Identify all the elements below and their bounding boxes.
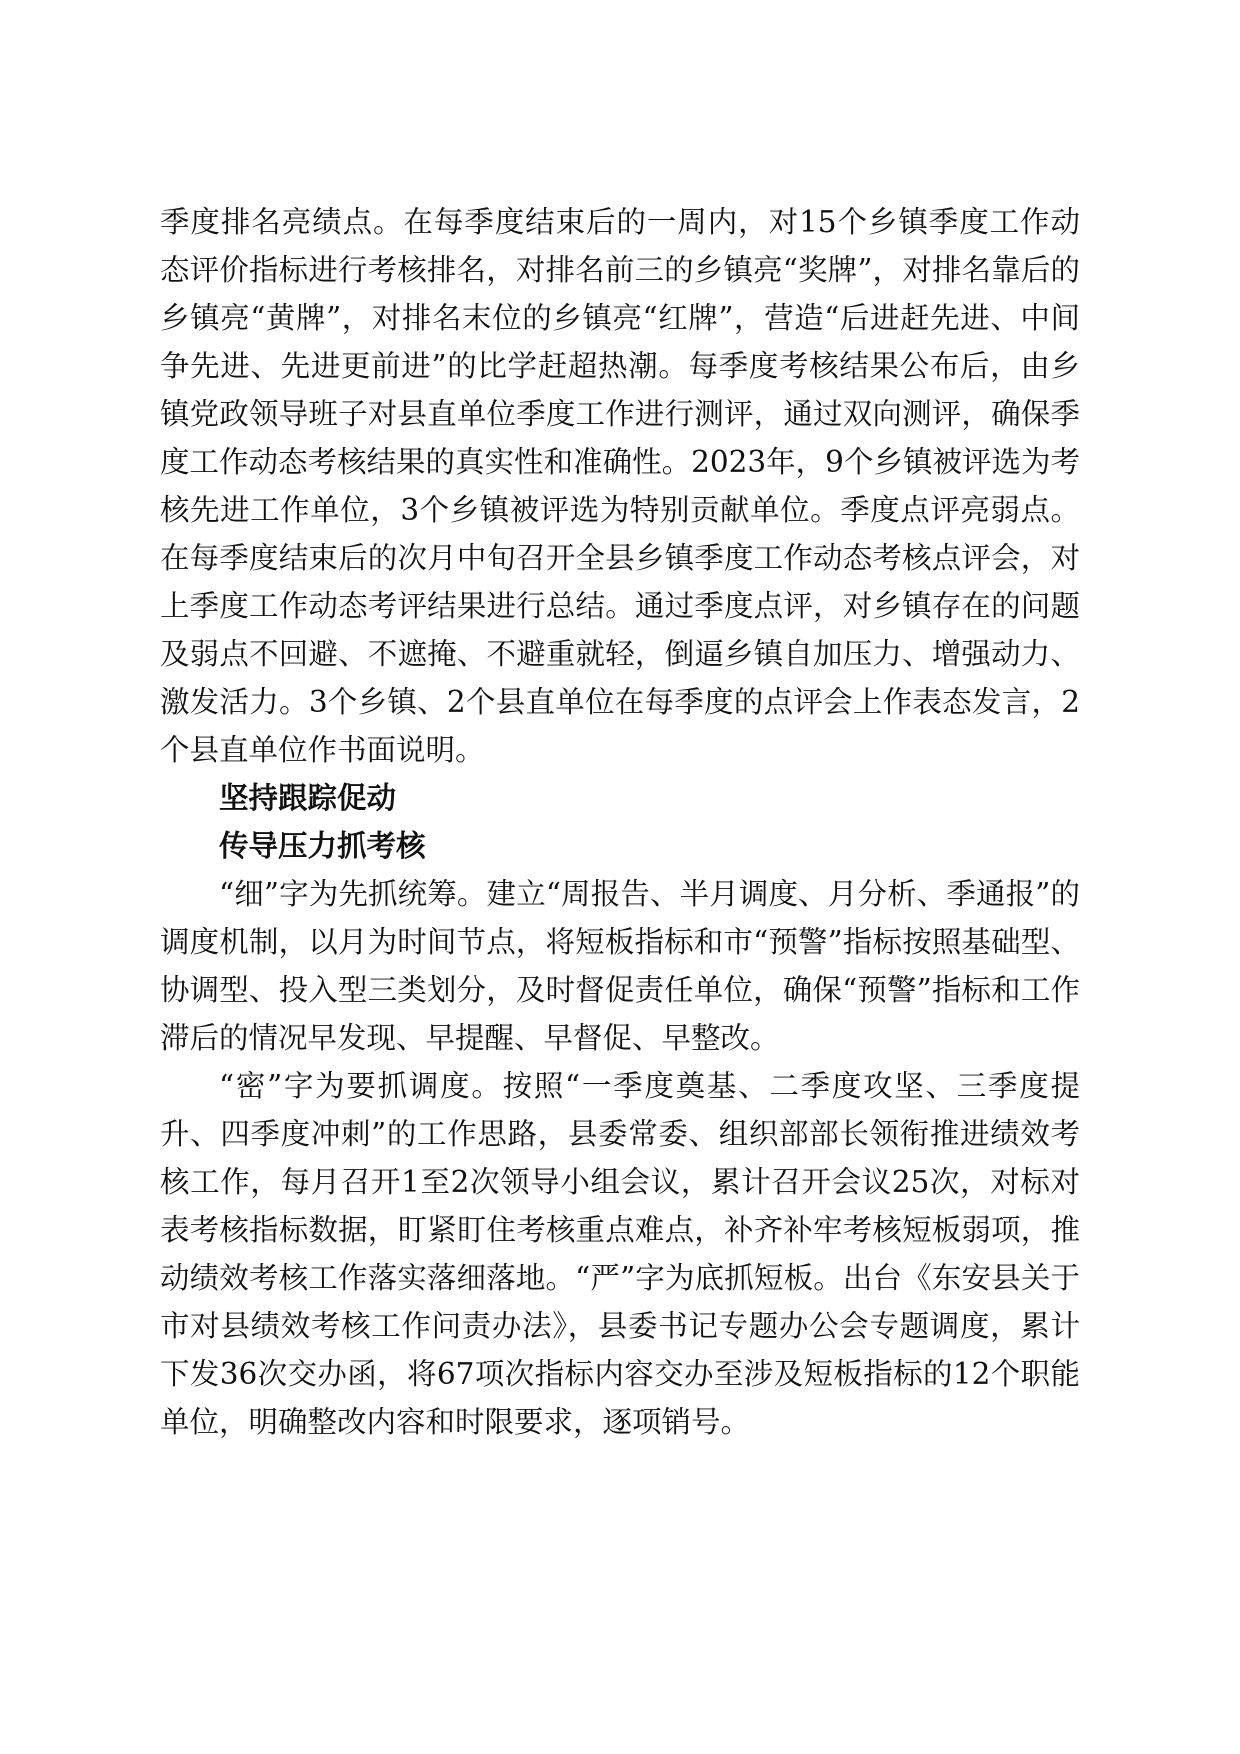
paragraph-scheduling: “密”字为要抓调度。按照“一季度奠基、二季度攻坚、三季度提升、四季度冲刺”的工作思路，县委常委、组织部部长领衔推进绩效考核工作，每月召开1至2次领导小组会议，累计召开会议25次，对标对表考核指标数据，盯紧盯住考核重点难点，补齐补牢考核短板弱项，推动绩效考核工作落实落细落地。“严”字为底抓短板。出台《东安县关于市对县绩效考核工作问责办法》，县委书记专题办公会专题调度，累计下发36次交办函，将67项次指标内容交办至涉及短板指标的12个职能单位，明确整改内容和时限要求，逐项销号。: [160, 1069, 1080, 1439]
paragraph-coordination: “细”字为先抓统筹。建立“周报告、半月调度、月分析、季通报”的调度机制，以月为时间节点，将短板指标和市“预警”指标按照基础型、协调型、投入型三类划分，及时督促责任单位，确保“预警”指标和工作滞后的情况早发现、早提醒、早督促、早整改。: [160, 877, 1080, 1055]
section-heading-tracking: 坚持跟踪促动: [219, 781, 397, 815]
section-heading-pressure: 传导压力抓考核: [219, 829, 426, 863]
paragraph-quarterly-ranking: 季度排名亮绩点。在每季度结束后的一周内，对15个乡镇季度工作动态评价指标进行考核排名，对排名前三的乡镇亮“奖牌”，对排名靠后的乡镇亮“黄牌”，对排名末位的乡镇亮“红牌”，营造“后进赶先进、中间争先进、先进更前进”的比学赶超热潮。每季度考核结果公布后，由乡镇党政领导班子对县直单位季度工作进行测评，通过双向测评，确保季度工作动态考核结果的真实性和准确性。2023年，9个乡镇被评选为考核先进工作单位，3个乡镇被评选为特别贡献单位。季度点评亮弱点。在每季度结束后的次月中旬召开全县乡镇季度工作动态考核点评会，对上季度工作动态考评结果进行总结。通过季度点评，对乡镇存在的问题及弱点不回避、不遮掩、不避重就轻，倒逼乡镇自加压力、增强动力、激发活力。3个乡镇、2个县直单位在每季度的点评会上作表态发言，2个县直单位作书面说明。: [160, 205, 1080, 767]
document-body: [160, 198, 1080, 1446]
